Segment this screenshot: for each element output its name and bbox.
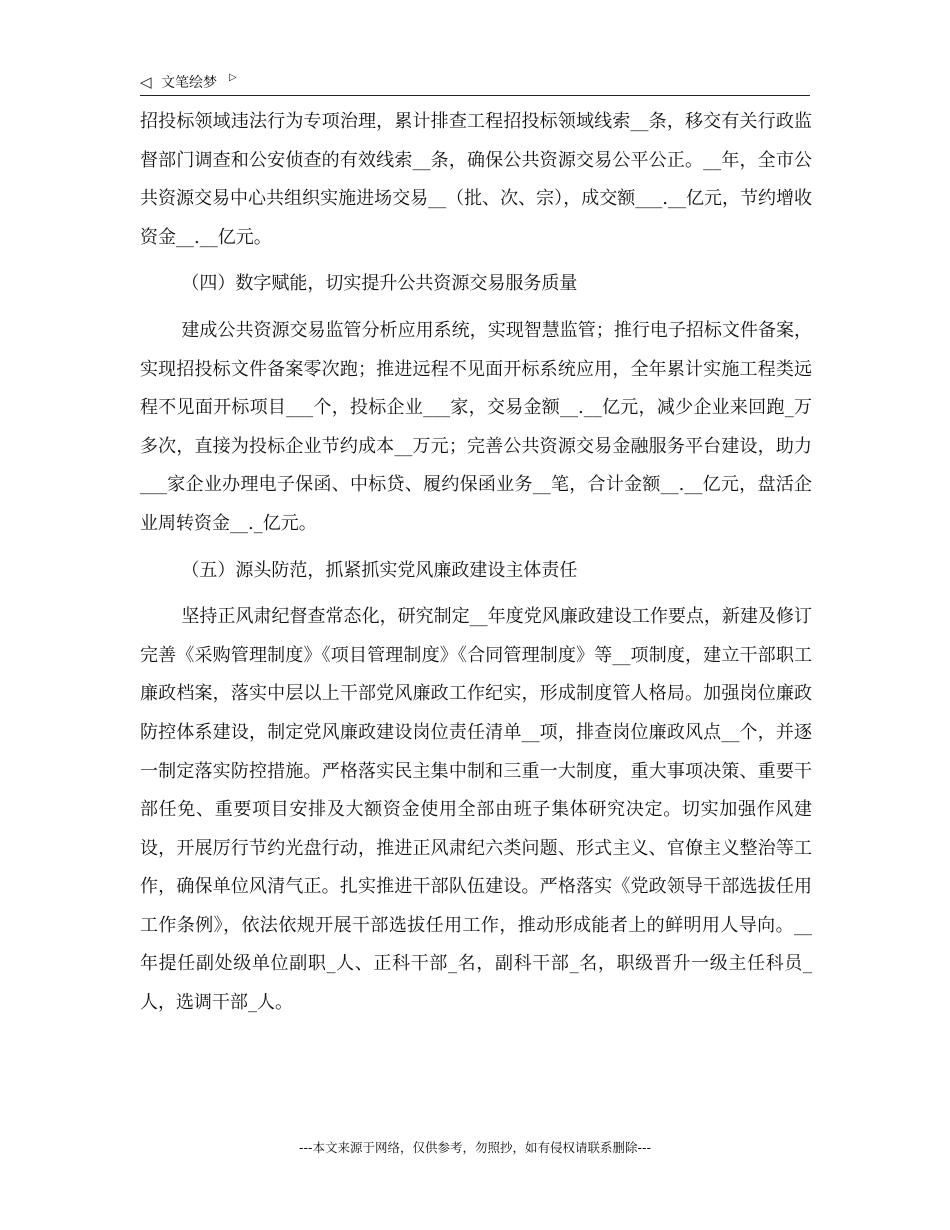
document-body: [140, 103, 812, 1031]
footer-notice: ---本文来源于网络，仅供参考，勿照抄，如有侵权请联系删除---: [298, 1140, 652, 1155]
header-divider: [140, 95, 810, 96]
paragraph-integrity: 坚持正风肃纪督查常态化，研究制定__年度党风廉政建设工作要点，新建及修订完善《采购管理制度》《项目管理制度》《合同管理制度》等__项制度，建立干部职工廉政档案，落实中层以上干部党风廉政工作纪实，形成制度管人格局。加强岗位廉政防控体系建设，制定党风廉政建设岗位责任清单__项，排查岗位廉政风点__个，并逐一制定落实防控措施。严格落实民主集中制和三重一大制度，重大事项决策、重要干部任免、重要项目安排及大额资金使用全部由班子集体研究决定。切实加强作风建设，开展厉行节约光盘行动，推进正风肃纪六类问题、形式主义、官僚主义整治等工作，确保单位风清气正。扎实推进干部队伍建设。严格落实《党政领导干部选拔任用工作条例》，依法依规开展干部选拔任用工作，推动形成能者上的鲜明用人导向。__年提任副处级单位副职_人、正科干部_名，副科干部_名，职级晋升一级主任科员_人，选调干部_人。: [140, 606, 812, 1014]
triangle-right-icon: ▷: [229, 72, 237, 83]
header-title: 文笔绘梦: [161, 75, 217, 91]
paragraph-continuation: 招投标领域违法行为专项治理，累计排查工程招投标领域线索__条，移交有关行政监督部门调查和公安侦查的有效线索__条，确保公共资源交易公平公正。__年，全市公共资源交易中心共组织实施进场交易__（批、次、宗），成交额___.__亿元，节约增收资金__.__亿元。: [140, 111, 812, 248]
section-heading-5: （五）源头防范，抓紧抓实党风廉政建设主体责任: [181, 559, 578, 581]
page-header: [140, 70, 810, 96]
paragraph-digital: 建成公共资源交易监管分析应用系统，实现智慧监管；推行电子招标文件备案，实现招投标文件备案零次跑；推进远程不见面开标系统应用，全年累计实施工程类远程不见面开标项目___个，投标企业___家，交易金额__.__亿元，减少企业来回跑_万多次，直接为投标企业节约成本__万元；完善公共资源交易金融服务平台建设，助力___家企业办理电子保函、中标贷、履约保函业务__笔，合计金额__.__亿元，盘活企业周转资金__._亿元。: [140, 319, 812, 534]
section-heading-4: （四）数字赋能，切实提升公共资源交易服务质量: [181, 273, 578, 295]
triangle-left-icon: ◁: [140, 73, 152, 91]
